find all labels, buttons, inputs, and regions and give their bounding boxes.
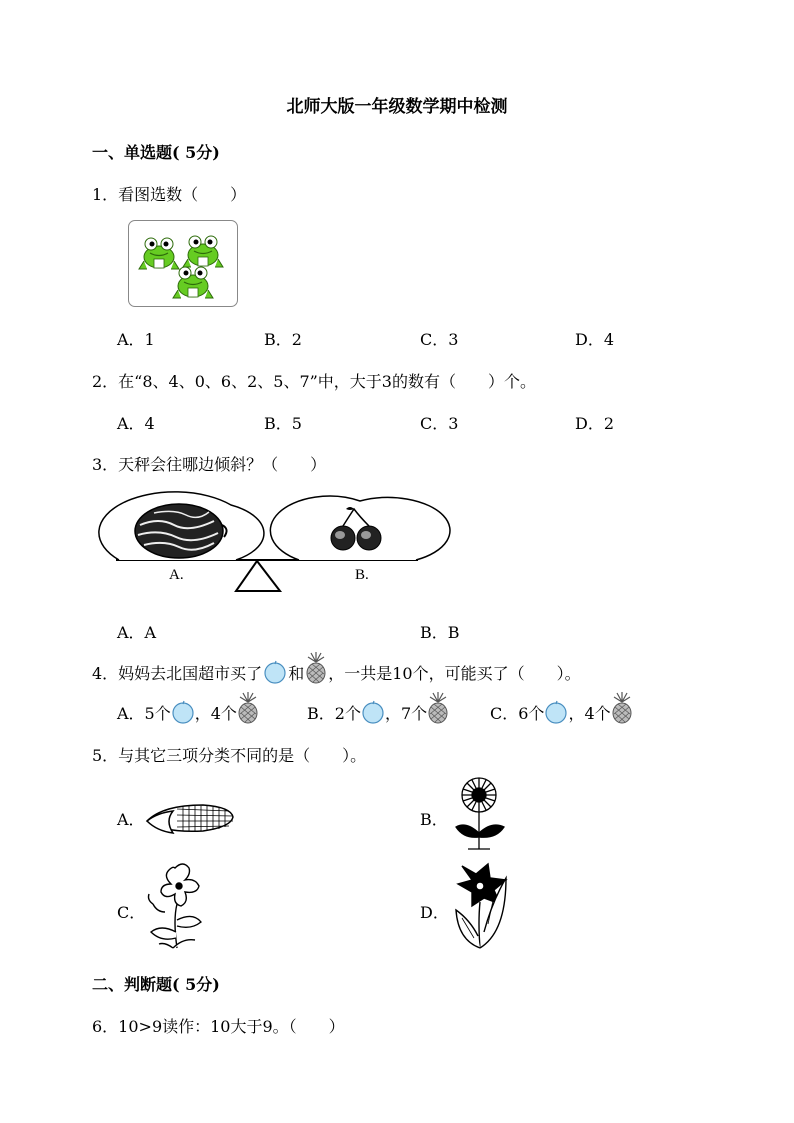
q5-option-a[interactable]: A．: [117, 810, 145, 829]
q5-option-b[interactable]: B．: [420, 810, 448, 829]
apple-icon: [361, 700, 385, 724]
question-3-text: 3．天秤会往哪边倾斜？（ ）: [92, 455, 327, 474]
q5-option-c[interactable]: C．: [117, 903, 146, 922]
q1-option-a[interactable]: A．1: [117, 330, 155, 349]
q4-option-b[interactable]: [307, 700, 449, 724]
pineapple-icon: [305, 652, 327, 684]
flower-icon: [448, 775, 510, 851]
apple-icon: [263, 660, 287, 684]
balance-scale-figure: [114, 495, 420, 595]
question-4-text: [92, 660, 581, 684]
q3-option-b[interactable]: B．B: [420, 623, 460, 642]
q2-option-d[interactable]: D．2: [575, 414, 615, 433]
flower-icon: [143, 860, 209, 950]
question-4-part-2: 和: [288, 663, 305, 683]
question-4-part-3: ，一共是10个，可能买了（ ）。: [328, 663, 581, 683]
section-heading-judgement: 二、判断题( 5分): [92, 975, 220, 994]
question-6-text: 6．10>9读作：10大于9。（ ）: [92, 1017, 345, 1036]
pineapple-icon: [427, 692, 449, 724]
scale-label-b: B.: [355, 567, 369, 583]
question-1-text: 1．看图选数（ ）: [92, 185, 247, 204]
frog-picture: [128, 220, 238, 307]
corn-icon: [143, 797, 235, 839]
section-heading-single-choice: 一、单选题( 5分): [92, 143, 220, 162]
q4-option-c-part-1: C．6个: [490, 703, 545, 723]
q1-option-d[interactable]: D．4: [575, 330, 615, 349]
question-4-part-1: 4．妈妈去北国超市买了: [92, 663, 263, 683]
q4-option-b-part-2: ，7个: [384, 703, 428, 723]
q4-option-a-part-2: ，4个: [194, 703, 237, 723]
q2-option-a[interactable]: A．4: [117, 414, 155, 433]
q4-option-c-part-2: ，4个: [568, 703, 611, 723]
frog-icon: [129, 221, 239, 308]
scale-label-a: A.: [169, 567, 184, 583]
pineapple-icon: [611, 692, 633, 724]
page-title: 北师大版一年级数学期中检测: [286, 97, 508, 117]
q1-option-c[interactable]: C．3: [420, 330, 459, 349]
q4-option-c[interactable]: [490, 700, 633, 724]
q3-option-a[interactable]: A．A: [117, 623, 157, 642]
q4-option-b-part-1: B．2个: [307, 703, 361, 723]
apple-icon: [544, 700, 568, 724]
apple-icon: [171, 700, 195, 724]
q4-option-a[interactable]: [117, 700, 259, 724]
q1-option-b[interactable]: B．2: [264, 330, 302, 349]
question-5-text: 5．与其它三项分类不同的是（ ）。: [92, 746, 367, 765]
q4-option-a-part-1: A．5个: [117, 703, 171, 723]
q5-option-d[interactable]: D．: [420, 903, 449, 922]
flower-icon: [448, 862, 514, 952]
question-2-text: 2．在“8、4、0、6、2、5、7”中，大于3的数有（ ）个。: [92, 372, 536, 391]
pineapple-icon: [237, 692, 259, 724]
q2-option-c[interactable]: C．3: [420, 414, 459, 433]
q2-option-b[interactable]: B．5: [264, 414, 302, 433]
